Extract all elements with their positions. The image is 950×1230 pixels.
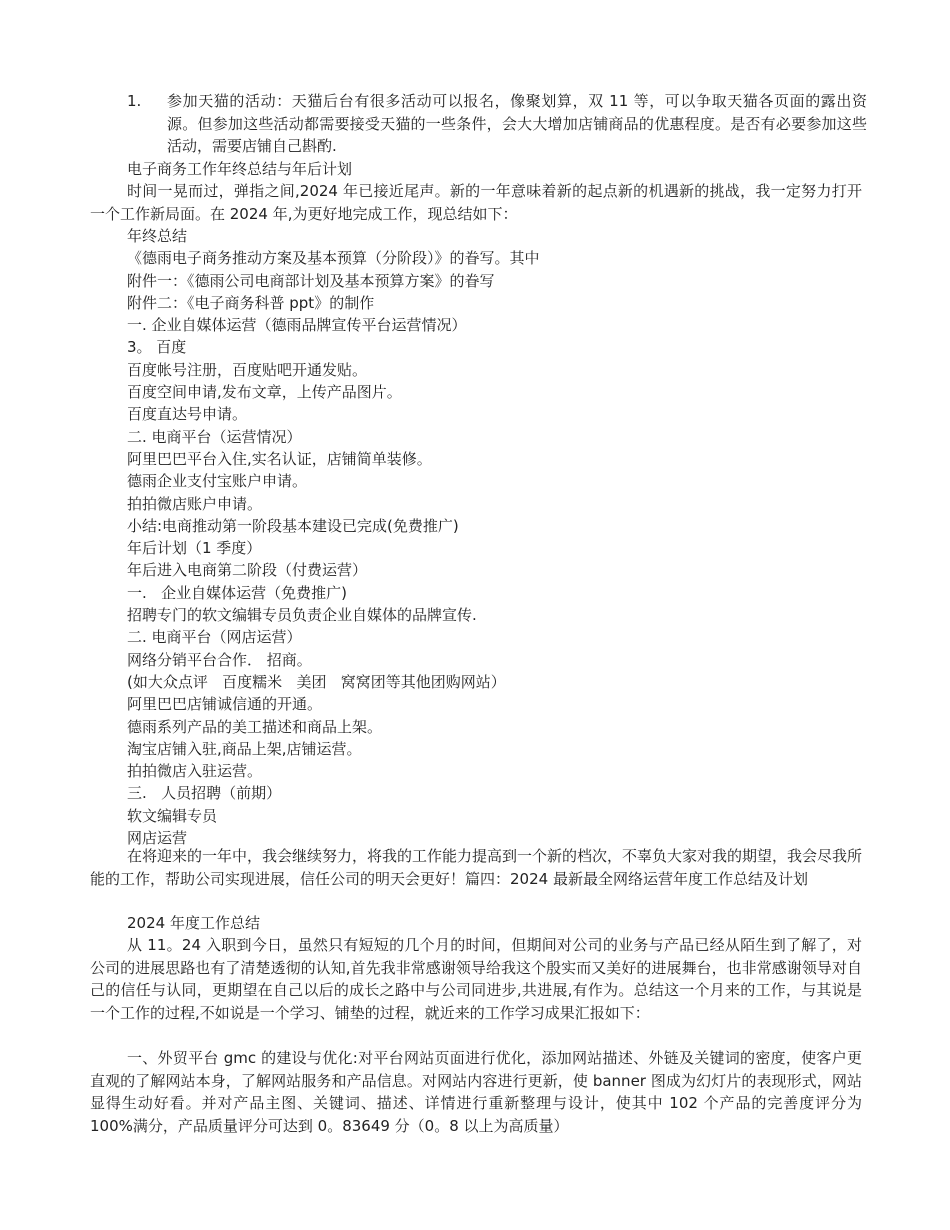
- text-line: 年后进入电商第二阶段（付费运营）: [127, 561, 368, 580]
- text-line: 二. 电商平台（网店运营）: [127, 628, 302, 647]
- text-line: 附件二：《电子商务科普 ppt》的制作: [127, 293, 375, 312]
- text-line: 百度帐号注册，百度贴吧开通发贴。: [127, 360, 368, 379]
- text-line: 附件一：《德雨公司电商部计划及基本预算方案》的眷写: [127, 271, 495, 290]
- text-line: 招聘专门的软文编辑专员负责企业自媒体的品牌宣传.: [127, 606, 477, 625]
- gmc-paragraph: 一、外贸平台 gmc 的建设与优化:对平台网站页面进行优化，添加网站描述、外链及关键词的密度，使客户更直观的了解网站本身，了解网站服务和产品信息。对网站内容进行更新，使 banner 图成为幻灯片的表现形式，网站显得生动好看。并对产品主图、关键词、描述、详情进行重新整理与设计，使其中 102 个产品的完善度评分为 100%满分，产品质量评分可达到 0。83649 分（0。8 以上为高质量）: [90, 1049, 862, 1135]
- text-line: 拍拍微店账户申请。: [127, 494, 263, 513]
- text-line: 淘宝店铺入驻,商品上架,店铺运营。: [127, 739, 362, 758]
- text-line: 《德雨电子商务推动方案及基本预算（分阶段）》的眷写。其中: [127, 249, 540, 268]
- text-line: 拍拍微店入驻运营。: [127, 762, 263, 781]
- text-line: (如大众点评 百度糯米 美团 窝窝团等其他团购网站）: [127, 672, 506, 691]
- summary-lines: [127, 158, 867, 180]
- section-title: 2024 年度工作总结: [127, 914, 260, 932]
- text-line: 年终总结: [127, 227, 188, 245]
- text-line: 阿里巴巴平台入住,实名认证，店铺简单装修。: [127, 449, 432, 468]
- text-line: 小结:电商推动第一阶段基本建设已完成(免费推广): [127, 516, 459, 535]
- outline-lines: [127, 225, 867, 849]
- intro-paragraph: 时间一晃而过，弹指之间,2024 年已接近尾声。新的一年意味着新的起点新的机遇新的挑战，我一定努力打开一个工作新局面。在 2024 年,为更好地完成工作，现总结如下：: [90, 182, 862, 223]
- text-line: 网店运营: [127, 829, 188, 848]
- text-line: 网络分销平台合作． 招商。: [127, 650, 312, 669]
- numbered-list-item: [127, 90, 867, 158]
- text-line: 三. 人员招聘（前期）: [127, 784, 282, 803]
- text-line: 一. 企业自媒体运营（德雨品牌宣传平台运营情况）: [127, 316, 467, 335]
- list-number: 1.: [127, 92, 142, 110]
- text-line: 3。 百度: [127, 338, 187, 357]
- future-paragraph: 在将迎来的一年中，我会继续努力，将我的工作能力提高到一个新的档次，不辜负大家对我的期望，我会尽我所能的工作，帮助公司实现进展，信任公司的明天会更好！篇四：2024 最新最全网络运营年度工作总结及计划: [90, 847, 863, 888]
- text-line: 一. 企业自媒体运营（免费推广): [127, 583, 347, 602]
- list-item-text: 参加天猫的活动：天猫后台有很多活动可以报名，像聚划算，双 11 等，可以争取天猫各页面的露出资源。但参加这些活动都需要接受天猫的一些条件，会大大增加店铺商品的优惠程度。是否有必要参加这些活动，需要店铺自己斟酌.: [167, 92, 867, 155]
- text-line: 德雨企业支付宝账户申请。: [127, 472, 308, 491]
- document-title: 电子商务工作年终总结与年后计划: [127, 160, 353, 178]
- text-line: 百度直达号申请。: [127, 405, 248, 424]
- text-line: 阿里巴巴店铺诚信通的开通。: [127, 695, 323, 714]
- join-paragraph: 从 11。24 入职到今日，虽然只有短短的几个月的时间，但期间对公司的业务与产品已经从陌生到了解了，对公司的进展思路也有了清楚透彻的认知,首先我非常感谢领导给我这个殷实而又美好的进展舞台，也非常感谢领导对自己的信任与认同，更期望在自己以后的成长之路中与公司同进步,共进展,有作为。总结这一个月来的工作，与其说是一个工作的过程,不如说是一个学习、铺垫的过程，就近来的工作学习成果汇报如下：: [90, 936, 862, 1022]
- text-line: 年后计划（1 季度）: [127, 539, 262, 558]
- text-line: 百度空间申请,发布文章，上传产品图片。: [127, 383, 402, 402]
- text-line: 二. 电商平台（运营情况）: [127, 427, 302, 446]
- text-line: 德雨系列产品的美工描述和商品上架。: [127, 717, 383, 736]
- text-line: 软文编辑专员: [127, 806, 218, 825]
